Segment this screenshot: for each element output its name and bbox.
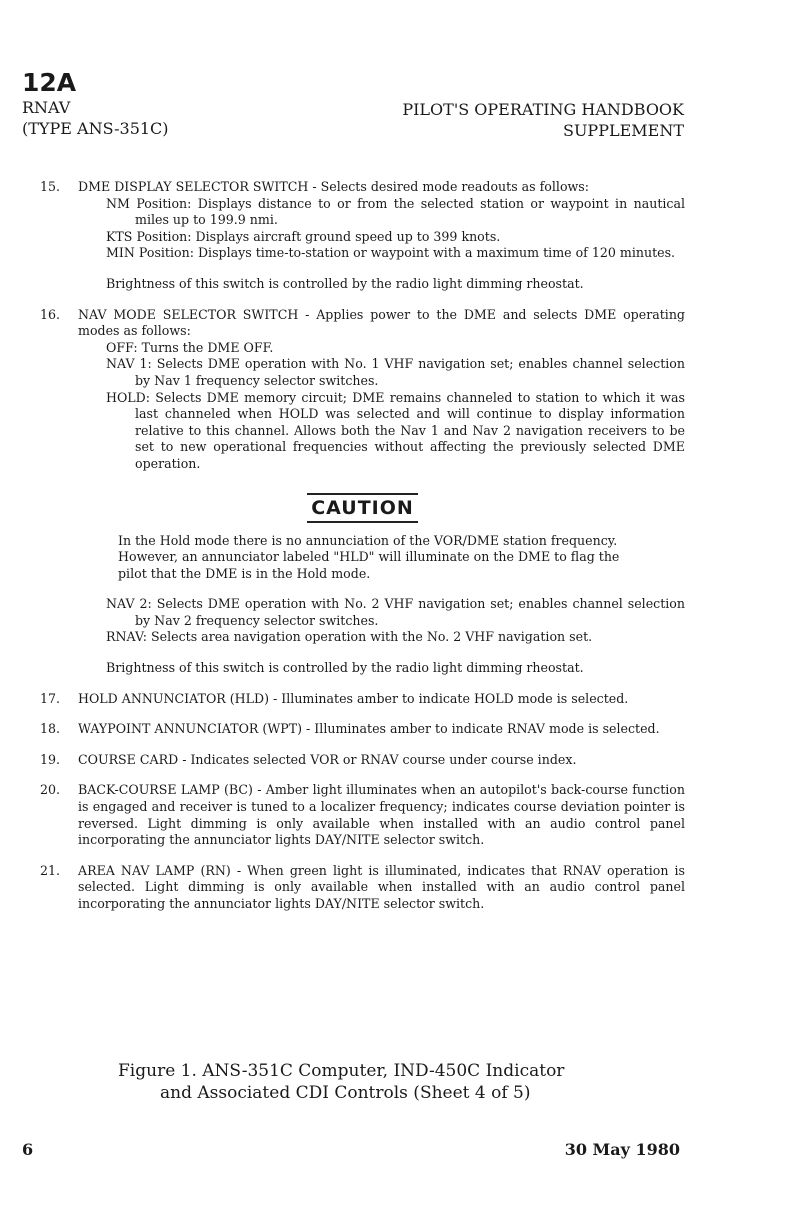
sub-item: NM Position: Displays distance to or from the selected station or waypoint in nautical miles up to 199.9 nmi. bbox=[106, 195, 685, 228]
handbook-line-2: SUPPLEMENT bbox=[562, 121, 684, 140]
item-number: 15. bbox=[40, 179, 61, 194]
page-number: 6 bbox=[22, 1140, 34, 1159]
item-text: WAYPOINT ANNUNCIATOR (WPT) - Illuminates amber to indicate RNAV mode is selected. bbox=[78, 721, 660, 737]
caution-heading-wrap bbox=[40, 493, 685, 523]
item-number: 18. bbox=[40, 721, 61, 737]
sub-item: OFF: Turns the DME OFF. bbox=[106, 339, 274, 355]
item-number: 21. bbox=[40, 862, 61, 878]
item-number: 19. bbox=[40, 751, 61, 767]
title-line-2: (TYPE ANS-351C) bbox=[22, 119, 169, 138]
sub-item: KTS Position: Displays aircraft ground speed up to 399 knots. bbox=[106, 228, 501, 244]
item-number: 16. bbox=[40, 306, 61, 322]
item-number: 17. bbox=[40, 690, 61, 706]
sub-item: MIN Position: Displays time-to-station or waypoint with a maximum time of 120 minutes. bbox=[106, 245, 676, 261]
handbook-title bbox=[402, 99, 684, 141]
list-item-21 bbox=[40, 863, 685, 913]
item-text: AREA NAV LAMP (RN) - When green light is illuminated, indicates that RNAV operation is selected. Light dimming is only available when installed with an audio control panel incorporating the annunciator lights DAY/NITE selector switch. bbox=[78, 862, 685, 911]
figure-caption-line-1: Figure 1. ANS-351C Computer, IND-450C Indicator bbox=[118, 1061, 565, 1081]
list-item-16 bbox=[40, 307, 685, 340]
list-item-17 bbox=[40, 691, 685, 708]
item-number: 20. bbox=[40, 782, 61, 798]
list-item-19 bbox=[40, 752, 685, 769]
brightness-note: Brightness of this switch is controlled by the radio light dimming rheostat. bbox=[106, 275, 584, 291]
sub-item: RNAV: Selects area navigation operation with the No. 2 VHF navigation set. bbox=[106, 629, 593, 645]
list-item-18 bbox=[40, 721, 685, 738]
item-text: BACK-COURSE LAMP (BC) - Amber light illuminates when an autopilot's back-course function is engaged and receiver is tuned to a localizer frequency; indicates course deviation pointer is reversed. Light dimming is only available when installed with an audio control panel incorporating the annunciator lights DAY/NITE selector switch. bbox=[78, 782, 685, 848]
revision-date: 30 May 1980 bbox=[564, 1140, 680, 1159]
sub-item: NAV 1: Selects DME operation with No. 1 VHF navigation set; enables channel selection by Nav 1 frequency selector switches. bbox=[106, 356, 685, 388]
title-line-1: RNAV bbox=[22, 98, 71, 117]
handbook-line-1: PILOT'S OPERATING HANDBOOK bbox=[402, 100, 684, 119]
document-body bbox=[40, 179, 685, 913]
list-item-15 bbox=[40, 179, 685, 196]
item-text: HOLD ANNUNCIATOR (HLD) - Illuminates amber to indicate HOLD mode is selected. bbox=[78, 690, 629, 706]
sub-item: NAV 2: Selects DME operation with No. 2 VHF navigation set; enables channel selection by Nav 2 frequency selector switches. bbox=[106, 596, 685, 628]
caution-heading: CAUTION bbox=[307, 493, 418, 523]
figure-caption bbox=[118, 1060, 564, 1104]
item-text: COURSE CARD - Indicates selected VOR or RNAV course under course index. bbox=[78, 751, 577, 767]
figure-caption-line-2: and Associated CDI Controls (Sheet 4 of 5) bbox=[160, 1083, 531, 1103]
supplement-title bbox=[22, 97, 169, 139]
caution-text: In the Hold mode there is no annunciation of the VOR/DME station frequency. However, an annunciator labeled "HLD" will illuminate on the DME to flag the pilot that the DME is in the Hold mode. bbox=[118, 532, 620, 581]
sub-item: HOLD: Selects DME memory circuit; DME remains channeled to station to which it was last channeled when HOLD was selected and will continue to display information relative to this channel. Allows both the Nav 1 and Nav 2 navigation receivers to be set to new operational frequencies without affecting the previously selected DME operation. bbox=[106, 389, 685, 471]
supplement-number: 12A bbox=[22, 68, 77, 97]
list-item-20 bbox=[40, 782, 685, 848]
item-text: DME DISPLAY SELECTOR SWITCH - Selects desired mode readouts as follows: bbox=[78, 179, 590, 194]
item-text: NAV MODE SELECTOR SWITCH - Applies power to the DME and selects DME operating modes as follows: bbox=[78, 306, 685, 339]
brightness-note: Brightness of this switch is controlled by the radio light dimming rheostat. bbox=[106, 660, 584, 676]
